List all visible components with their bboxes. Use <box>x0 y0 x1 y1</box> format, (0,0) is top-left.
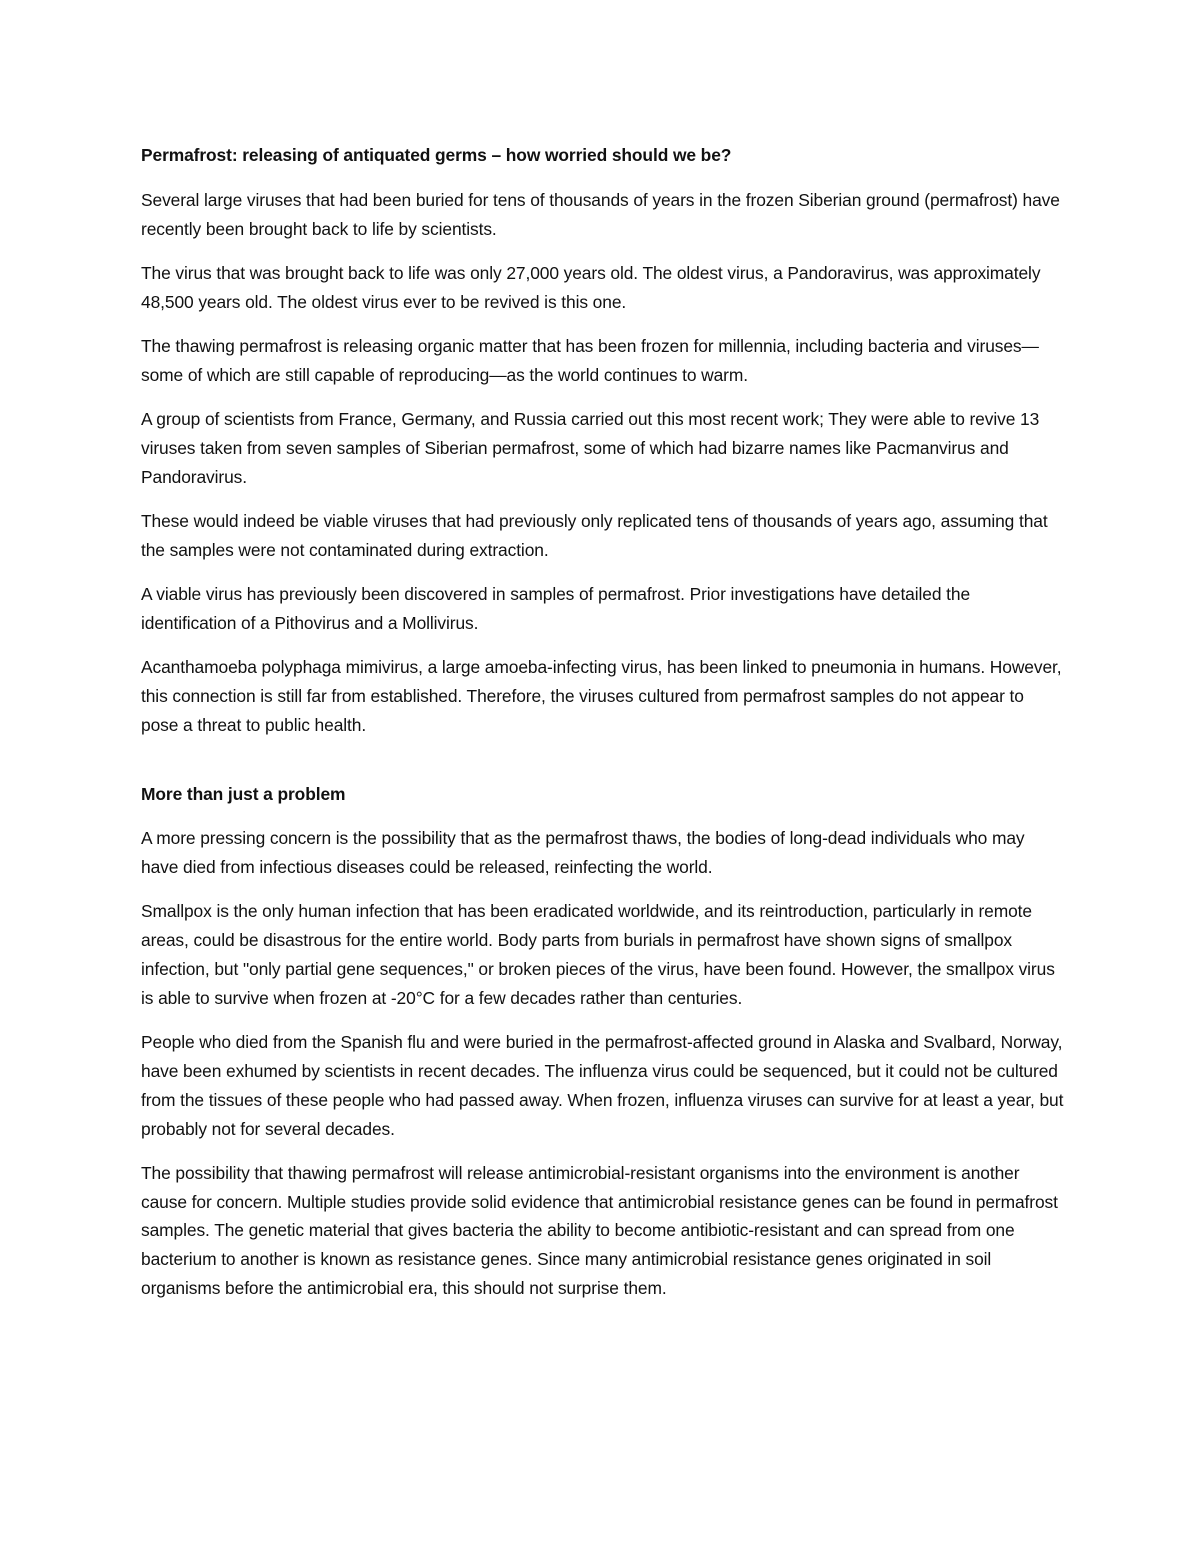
paragraph: A viable virus has previously been discovered in samples of permafrost. Prior investigations have detailed the identification of a Pithovirus and a Mollivirus. <box>141 584 971 633</box>
section-heading: More than just a problem <box>141 783 346 804</box>
paragraph: These would indeed be viable viruses that had previously only replicated tens of thousands of years ago, assuming that the samples were not contaminated during extraction. <box>141 510 1048 560</box>
paragraph: Smallpox is the only human infection that has been eradicated worldwide, and its reintroduction, particularly in remote areas, could be disastrous for the entire world. Body parts from burials in permafrost have shown signs of smallpox infection, but "only partial gene sequences," or broken pieces of the virus, have been found. However, the smallpox virus is able to survive when frozen at -20°C for a few decades rather than centuries. <box>141 901 1055 1008</box>
document-title: Permafrost: releasing of antiquated germs – how worried should we be? <box>141 145 732 165</box>
paragraph: The possibility that thawing permafrost will release antimicrobial-resistant organisms into the environment is another cause for concern. Multiple studies provide solid evidence that antimicrobial resistance genes can be found in permafrost samples. The genetic material that gives bacteria the ability to become antibiotic-resistant and can spread from one bacterium to another is known as resistance genes. Since many antimicrobial resistance genes originated in soil organisms before the antimicrobial era, this should not surprise them. <box>141 1162 1058 1298</box>
paragraph: The virus that was brought back to life was only 27,000 years old. The oldest virus, a Pandoravirus, was approximately 48,500 years old. The oldest virus ever to be revived is this one. <box>141 262 1041 312</box>
paragraph: Several large viruses that had been buried for tens of thousands of years in the frozen Siberian ground (permafrost) have recently been brought back to life by scientists. <box>141 189 1060 239</box>
paragraph: A more pressing concern is the possibility that as the permafrost thaws, the bodies of long-dead individuals who may have died from infectious diseases could be released, reinfecting the world. <box>141 828 1025 878</box>
paragraph: The thawing permafrost is releasing organic matter that has been frozen for millennia, including bacteria and viruses—some of which are still capable of reproducing—as the world continues to warm. <box>141 335 1039 385</box>
paragraph: A group of scientists from France, Germany, and Russia carried out this most recent work; They were able to revive 13 viruses taken from seven samples of Siberian permafrost, some of which had bizarre names like Pacmanvirus and Pandoravirus. <box>141 409 1040 487</box>
paragraph: People who died from the Spanish flu and were buried in the permafrost-affected ground in Alaska and Svalbard, Norway, have been exhumed by scientists in recent decades. The influenza virus could be sequenced, but it could not be cultured from the tissues of these people who had passed away. When frozen, influenza viruses can survive for at least a year, but probably not for several decades. <box>141 1032 1064 1139</box>
paragraph: Acanthamoeba polyphaga mimivirus, a large amoeba-infecting virus, has been linked to pneumonia in humans. However, this connection is still far from established. Therefore, the viruses cultured from permafrost samples do not appear to pose a threat to public health. <box>141 657 1062 735</box>
